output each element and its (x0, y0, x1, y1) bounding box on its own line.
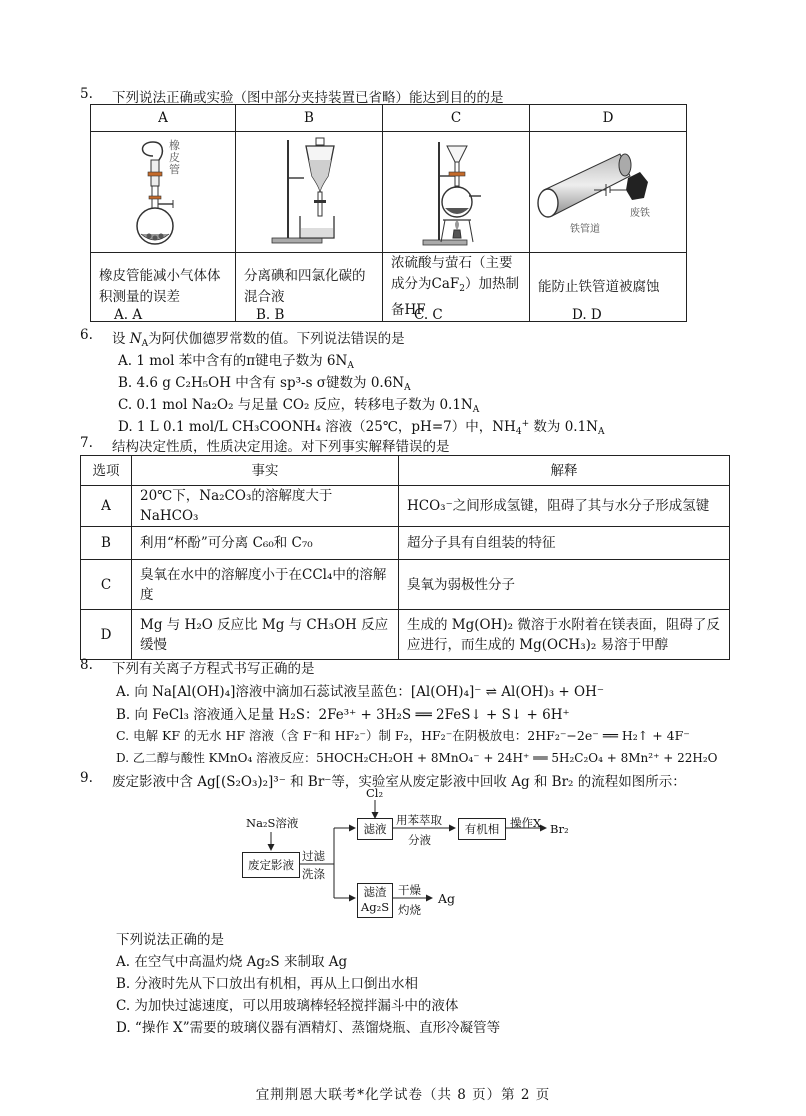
operation-x-label: 操作X (510, 816, 542, 830)
option-b: B. 分液时先从下口放出有机相，再从上口倒出水相 (116, 976, 419, 992)
option-d: D. 1 L 0.1 mol/L CH₃COONH₄ 溶液（25℃，pH=7）中，$NH_4^+$ 数为 $0.1N_A$ (118, 419, 605, 437)
gas-volume-apparatus-figure (91, 134, 235, 250)
table-header: 选项 (81, 456, 132, 486)
page-footer: 宜荆荆恩大联考*化学试卷（共 8 页）第 2 页 (255, 1087, 551, 1103)
table-header: 解释 (399, 456, 730, 486)
choice-b: B. B (256, 307, 285, 323)
option-d: D. “操作 X”需要的玻璃仪器有酒精灯、蒸馏烧瓶、直形冷凝管等 (116, 1020, 501, 1036)
question-prompt: 下列说法正确的是 (116, 932, 224, 948)
option-header: C (383, 105, 530, 132)
iron-pipe-figure (530, 134, 686, 250)
question-number: 8. (80, 657, 93, 673)
question-stem: 废定影液中含 Ag[(S₂O₃)₂]³⁻ 和 Br⁻等，实验室从废定影液中回收 Ag 和 Br₂ 的流程如图所示： (112, 774, 686, 790)
row-option: D (81, 610, 132, 660)
rubber-tube-label-char: 橡 (169, 139, 180, 152)
row-fact: 臭氧在水中的溶解度小于在CCl₄中的溶解度 (132, 560, 399, 610)
separate-label: 分液 (408, 833, 431, 847)
q5-options-table (90, 104, 687, 322)
option-a: A. 向 Na[Al(OH)₄]溶液中滴加石蕊试液呈蓝色：[Al(OH)₄]⁻ ⇌ Al(OH)₃ + OH⁻ (116, 684, 604, 700)
option-c: C. 为加快过滤速度，可以用玻璃棒轻轻搅拌漏斗中的液体 (116, 998, 459, 1014)
option-b: B. 4.6 g C₂H₅OH 中含有 sp³-s σ键数为 $0.6N_A$ (118, 375, 411, 393)
row-fact: 利用“杯酚”可分离 C₆₀和 C₇₀ (132, 527, 399, 560)
row-explanation: 超分子具有自组装的特征 (399, 527, 730, 560)
option-c: C. 0.1 mol Na₂O₂ 与足量 CO₂ 反应，转移电子数为 $0.1N_A$ (118, 397, 480, 415)
filter-label: 过滤 (302, 849, 325, 863)
option-a: A. 在空气中高温灼烧 Ag₂S 来制取 Ag (116, 954, 348, 970)
choice-c: C. C (414, 307, 443, 323)
option-a: A. 1 mol 苯中含有的π键电子数为 $6N_A$ (118, 353, 354, 371)
apparatus-b-cell (236, 132, 383, 253)
cl2-label: Cl₂ (366, 786, 384, 800)
question-stem: 下列有关离子方程式书写正确的是 (112, 661, 315, 677)
option-header: A (91, 105, 236, 132)
question-number: 6. (80, 327, 93, 343)
option-d-caption: 能防止铁管道被腐蚀 (530, 253, 687, 322)
row-fact: Mg 与 H₂O 反应比 Mg 与 CH₃OH 反应缓慢 (132, 610, 399, 660)
extract-label: 用苯萃取 (396, 813, 442, 827)
row-option: A (81, 486, 132, 527)
filtrate-box: 滤液 (357, 818, 393, 840)
apparatus-a-cell (91, 132, 236, 253)
option-header: B (236, 105, 383, 132)
row-explanation: HCO₃⁻之间形成氢键，阻碍了其与水分子形成氢键 (399, 486, 730, 527)
choice-d: D. D (572, 307, 602, 323)
apparatus-d-cell (530, 132, 687, 253)
question-number: 9. (80, 770, 93, 786)
option-d: D. 乙二醇与酸性 KMnO₄ 溶液反应：5HOCH₂CH₂OH + 8MnO₄⁻ + 24H⁺ ══ 5H₂C₂O₄ + 8Mn²⁺ + 22H₂O (116, 751, 718, 765)
apparatus-c-cell (383, 132, 530, 253)
option-c-caption: 浓硫酸与萤石（主要成分为CaF$_2$）加热制备HF (383, 253, 530, 322)
choice-a: A. A (114, 307, 143, 323)
q7-facts-table (80, 455, 730, 660)
question-stem: 结构决定性质，性质决定用途。对下列事实解释错误的是 (112, 439, 450, 455)
wash-label: 洗涤 (302, 867, 325, 881)
na2s-solution-label: Na₂S溶液 (246, 816, 299, 830)
question-number: 7. (80, 435, 93, 451)
organic-phase-box: 有机相 (458, 818, 506, 840)
table-header: 事实 (132, 456, 399, 486)
row-option: C (81, 560, 132, 610)
row-option: B (81, 527, 132, 560)
residue-box: 滤渣 Ag₂S (357, 883, 393, 918)
burn-label: 灼烧 (398, 903, 421, 917)
option-b-caption: 分离碘和四氯化碳的混合液 (236, 253, 383, 322)
question-number: 5. (80, 86, 93, 102)
question-stem: 下列说法正确或实验（图中部分夹持装置已省略）能达到目的的是 (112, 90, 504, 106)
option-header: D (530, 105, 687, 132)
iron-pipe-label: 铁管道 (570, 224, 600, 235)
separatory-funnel-figure (236, 132, 382, 248)
rubber-tube-label-char: 管 (169, 163, 180, 176)
row-explanation: 臭氧为弱极性分子 (399, 560, 730, 610)
question-stem: 设 $N_A$为阿伏伽德罗常数的值。下列说法错误的是 (112, 331, 405, 349)
option-b: B. 向 FeCl₃ 溶液通入足量 H₂S：2Fe³⁺ + 3H₂S ══ 2FeS↓ + S↓ + 6H⁺ (116, 707, 570, 723)
br2-product-label: Br₂ (550, 822, 569, 836)
scrap-iron-label: 废铁 (630, 208, 650, 219)
rubber-tube-label-char: 皮 (169, 151, 180, 164)
option-c: C. 电解 KF 的无水 HF 溶液（含 F⁻和 HF₂⁻）制 F₂，HF₂⁻在阴极放电：2HF₂⁻−2e⁻ ══ H₂↑ + 4F⁻ (116, 728, 690, 743)
dry-label: 干燥 (398, 883, 421, 897)
row-explanation: 生成的 Mg(OH)₂ 微溶于水附着在镁表面，阻碍了反应进行，而生成的 Mg(OCH₃)₂ 易溶于甲醇 (399, 610, 730, 660)
waste-fixer-box: 废定影液 (242, 852, 300, 878)
option-a-caption: 橡皮管能减小气体体积测量的误差 (91, 253, 236, 322)
ag-product-label: Ag (438, 891, 456, 906)
row-fact: 20℃下，Na₂CO₃的溶解度大于 NaHCO₃ (132, 486, 399, 527)
hf-preparation-figure (383, 132, 529, 248)
